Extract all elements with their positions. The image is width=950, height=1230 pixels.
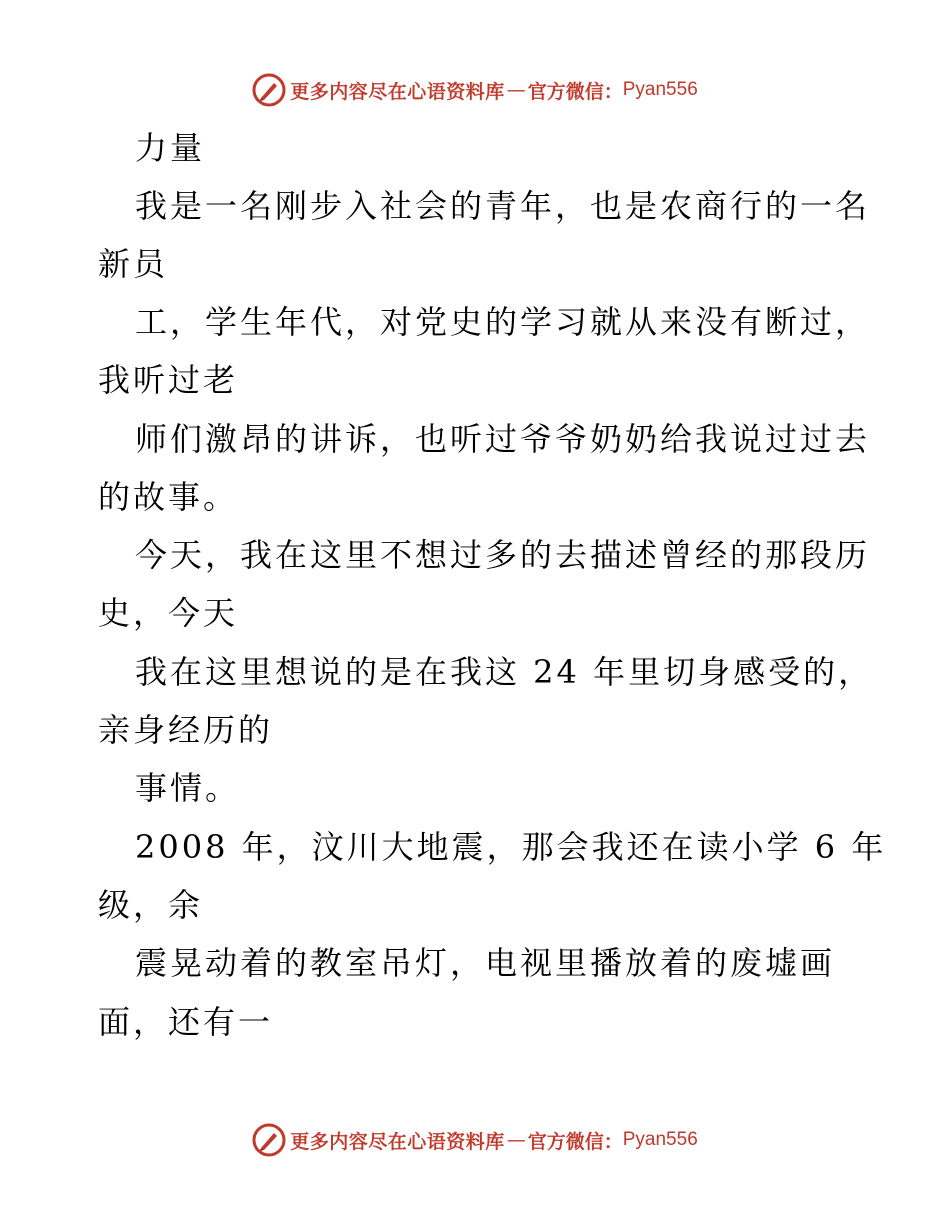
body-line: 2008 年，汶川大地震，那会我还在读小学 6 年 — [135, 828, 887, 866]
body-line: 工，学生年代，对党史的学习就从来没有断过， — [135, 303, 871, 341]
body-line: 力量 — [135, 129, 206, 167]
body-line: 级，余 — [98, 886, 204, 924]
header-banner — [0, 70, 950, 110]
footer-dash: — — [506, 1129, 526, 1151]
footer-site-text: 更多内容尽在心语资料库 — [290, 1130, 505, 1153]
footer-wechat-label: 官方微信： — [527, 1130, 623, 1153]
body-line: 史，今天 — [98, 594, 239, 632]
footer-wechat-id: Pyan556 — [622, 1129, 698, 1150]
body-line: 事情。 — [135, 769, 241, 807]
body-line: 我是一名刚步入社会的青年，也是农商行的一名 — [135, 187, 871, 225]
body-line: 我听过老 — [98, 361, 239, 399]
footer-banner — [0, 1120, 950, 1160]
body-line: 亲身经历的 — [98, 711, 274, 749]
body-line: 师们激昂的讲诉，也听过爷爷奶奶给我说过过去 — [135, 420, 871, 458]
body-line: 今天，我在这里不想过多的去描述曾经的那段历 — [135, 536, 871, 574]
header-dash: — — [506, 79, 526, 101]
pen-logo-icon — [252, 73, 286, 107]
body-line: 的故事。 — [98, 478, 239, 516]
header-wechat-label: 官方微信： — [527, 80, 623, 103]
body-line: 新员 — [98, 245, 169, 283]
pen-logo-icon — [252, 1123, 286, 1157]
body-line: 面，还有一 — [98, 1003, 274, 1041]
body-line: 我在这里想说的是在我这 24 年里切身感受的， — [135, 653, 874, 691]
header-wechat-id: Pyan556 — [622, 79, 698, 100]
header-site-text: 更多内容尽在心语资料库 — [290, 80, 505, 103]
body-line: 震晃动着的教室吊灯，电视里播放着的废墟画 — [135, 944, 836, 982]
